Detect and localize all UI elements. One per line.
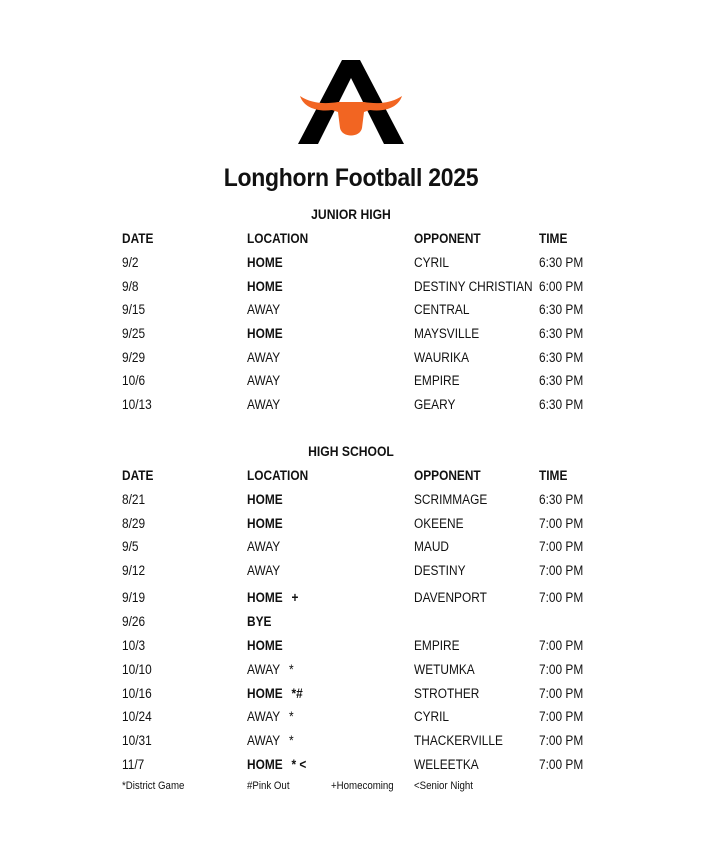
game-location: AWAY: [247, 373, 281, 388]
schedule-row: [0, 255, 702, 275]
game-time: 6:30 PM: [539, 255, 584, 270]
game-date: 10/16: [122, 686, 152, 701]
game-time: 7:00 PM: [539, 590, 584, 605]
header-time: TIME: [539, 468, 568, 483]
schedule-row: [0, 590, 702, 610]
game-date: 9/2: [122, 255, 139, 270]
game-opponent: EMPIRE: [414, 373, 460, 388]
game-date: 10/10: [122, 662, 152, 677]
game-opponent: EMPIRE: [414, 638, 460, 653]
game-time: 7:00 PM: [539, 686, 584, 701]
high-school-heading: HIGH SCHOOL: [308, 444, 394, 459]
game-opponent: THACKERVILLE: [414, 733, 503, 748]
header-opponent: OPPONENT: [414, 231, 481, 246]
schedule-row: [0, 492, 702, 512]
schedule-row: [0, 614, 702, 634]
schedule-row: [0, 757, 702, 777]
game-location: AWAY *: [247, 709, 294, 724]
game-opponent: DAVENPORT: [414, 590, 487, 605]
game-time: 6:30 PM: [539, 350, 584, 365]
game-location: BYE: [247, 614, 272, 629]
high-school-column-headers: [0, 468, 702, 488]
legend-district-game: *District Game: [122, 780, 185, 792]
game-location: HOME: [247, 492, 283, 507]
game-date: 10/13: [122, 397, 152, 412]
schedule-row: [0, 709, 702, 729]
game-location: HOME: [247, 255, 283, 270]
game-opponent: OKEENE: [414, 516, 464, 531]
game-location: AWAY: [247, 302, 281, 317]
game-marker: *: [289, 733, 294, 748]
legend-pink-out: #Pink Out: [247, 780, 290, 792]
game-opponent: MAUD: [414, 539, 449, 554]
schedule-row: [0, 279, 702, 299]
game-time: 6:30 PM: [539, 326, 584, 341]
schedule-row: [0, 373, 702, 393]
game-time: 6:30 PM: [539, 373, 584, 388]
game-time: 6:30 PM: [539, 397, 584, 412]
schedule-row: [0, 516, 702, 536]
header-location: LOCATION: [247, 231, 309, 246]
header-location: LOCATION: [247, 468, 309, 483]
game-location: HOME: [247, 516, 283, 531]
page-title: Longhorn Football 2025: [223, 164, 479, 192]
game-location: HOME: [247, 638, 283, 653]
game-opponent: DESTINY CHRISTIAN: [414, 279, 533, 294]
game-date: 9/25: [122, 326, 146, 341]
game-time: 7:00 PM: [539, 563, 584, 578]
game-marker: *#: [291, 686, 303, 701]
game-opponent: DESTINY: [414, 563, 466, 578]
game-location: AWAY: [247, 397, 281, 412]
game-opponent: GEARY: [414, 397, 456, 412]
schedule-row: [0, 733, 702, 753]
game-date: 9/19: [122, 590, 146, 605]
legend-homecoming: +Homecoming: [331, 780, 394, 792]
game-time: 7:00 PM: [539, 539, 584, 554]
game-location: AWAY *: [247, 733, 294, 748]
game-time: 7:00 PM: [539, 516, 584, 531]
schedule-row: [0, 326, 702, 346]
game-date: 9/12: [122, 563, 146, 578]
schedule-row: [0, 563, 702, 583]
schedule-row: [0, 302, 702, 322]
header-time: TIME: [539, 231, 568, 246]
game-marker: *: [289, 709, 294, 724]
game-time: 7:00 PM: [539, 638, 584, 653]
game-opponent: WAURIKA: [414, 350, 470, 365]
junior-high-column-headers: [0, 231, 702, 251]
game-time: 7:00 PM: [539, 709, 584, 724]
game-marker: *: [289, 662, 294, 677]
game-date: 10/24: [122, 709, 152, 724]
game-date: 9/15: [122, 302, 146, 317]
game-opponent: CYRIL: [414, 255, 449, 270]
game-date: 10/31: [122, 733, 152, 748]
game-location: HOME: [247, 326, 283, 341]
game-opponent: WELEETKA: [414, 757, 479, 772]
schedule-row: [0, 539, 702, 559]
schedule-row: [0, 397, 702, 417]
game-location: AWAY: [247, 350, 281, 365]
game-location: AWAY *: [247, 662, 294, 677]
game-location: HOME +: [247, 590, 299, 605]
game-location: HOME *#: [247, 686, 303, 701]
header-date: DATE: [122, 231, 154, 246]
game-opponent: WETUMKA: [414, 662, 475, 677]
game-opponent: CENTRAL: [414, 302, 470, 317]
game-marker: +: [291, 590, 299, 605]
game-marker: * <: [291, 757, 307, 772]
game-date: 9/8: [122, 279, 139, 294]
schedule-row: [0, 638, 702, 658]
game-date: 9/5: [122, 539, 139, 554]
game-time: 7:00 PM: [539, 757, 584, 772]
game-opponent: MAYSVILLE: [414, 326, 480, 341]
schedule-row: [0, 350, 702, 370]
game-date: 8/21: [122, 492, 146, 507]
game-time: 7:00 PM: [539, 662, 584, 677]
game-date: 9/29: [122, 350, 146, 365]
game-location: HOME * <: [247, 757, 307, 772]
game-opponent: STROTHER: [414, 686, 480, 701]
legend-senior-night: <Senior Night: [414, 780, 473, 792]
schedule-row: [0, 662, 702, 682]
game-time: 6:00 PM: [539, 279, 584, 294]
header-date: DATE: [122, 468, 154, 483]
junior-high-heading: JUNIOR HIGH: [311, 207, 391, 222]
game-time: 6:30 PM: [539, 492, 584, 507]
longhorn-logo-icon: [298, 56, 404, 146]
game-time: 7:00 PM: [539, 733, 584, 748]
game-location: AWAY: [247, 539, 281, 554]
game-location: AWAY: [247, 563, 281, 578]
game-time: 6:30 PM: [539, 302, 584, 317]
game-date: 11/7: [122, 757, 145, 772]
game-location: HOME: [247, 279, 283, 294]
game-opponent: CYRIL: [414, 709, 449, 724]
game-date: 10/3: [122, 638, 146, 653]
schedule-row: [0, 686, 702, 706]
game-date: 10/6: [122, 373, 146, 388]
game-date: 8/29: [122, 516, 146, 531]
game-date: 9/26: [122, 614, 146, 629]
game-opponent: SCRIMMAGE: [414, 492, 488, 507]
header-opponent: OPPONENT: [414, 468, 481, 483]
